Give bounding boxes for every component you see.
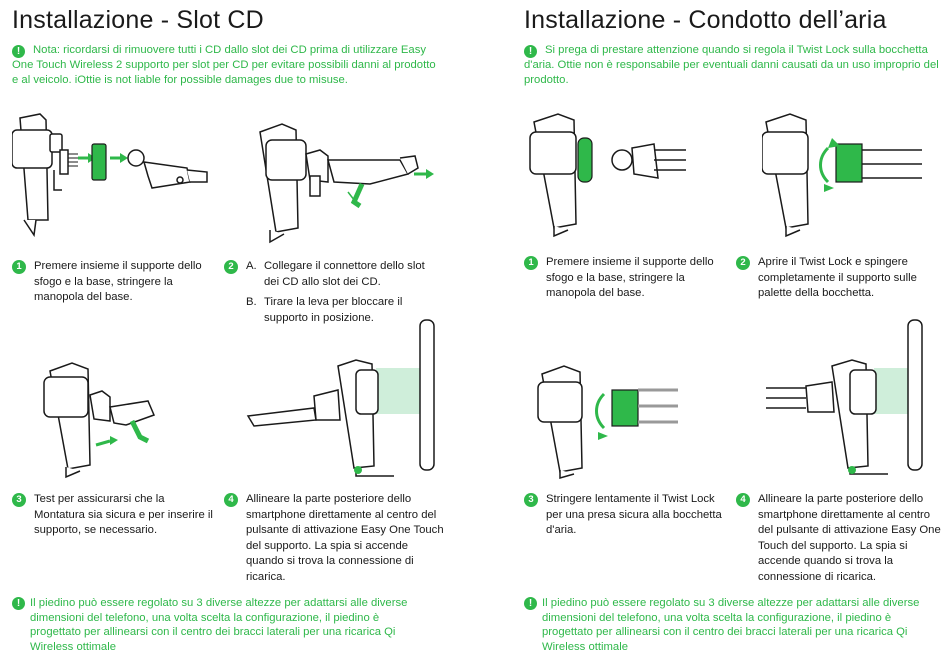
step-text: Allineare la parte posteriore dello smartphone direttamente al centro del pulsante di attivazione Easy One Touch del supporto. La spia si accende quando si trova la connessione di ricarica. [758, 493, 941, 583]
mount-illustration [762, 108, 944, 243]
mount-illustration [12, 110, 212, 245]
step-number: 2 [224, 260, 238, 274]
exclamation-icon: ! [524, 45, 537, 58]
step-4 [224, 492, 444, 585]
step-2a [224, 259, 442, 290]
step-number: 1 [524, 256, 538, 270]
step-3 [524, 492, 724, 539]
step-text: Aprire il Twist Lock e spingere completamente il supporto sulle palette della bocchetta. [758, 256, 917, 299]
step-text: Premere insieme il supporte dello sfogo e la base, stringere la manopola del base. [34, 260, 202, 303]
footer-note-text: Il piedino può essere regolato su 3 diverse altezze per adattarsi alle diverse dimensioni del telefono, una volta scelta la configurazione, il piedino è progettato per allinearsi con il centro dei bracci laterali per una ricarica Qi Wireless ottimale [542, 597, 920, 653]
mount-illustration [36, 355, 186, 480]
step-number: 3 [12, 493, 26, 507]
footer-note-text: Il piedino può essere regolato su 3 diverse altezze per adattarsi alle diverse dimensioni del telefono, una volta scelta la configurazione, il piedino è progettato per allinearsi con il centro dei bracci laterali per una ricarica Qi Wireless ottimale [30, 597, 408, 653]
mount-illustration [524, 108, 694, 243]
step-number: 4 [224, 493, 238, 507]
mount-illustration [536, 360, 686, 480]
step-text: Tirare la leva per bloccare il supporto in posizione. [264, 296, 403, 324]
step-number: 3 [524, 493, 538, 507]
step-text: Test per assicurarsi che la Montatura sia sicura e per inserire il supporto, se necessario. [34, 493, 213, 536]
exclamation-icon: ! [12, 597, 25, 610]
warning-note [524, 43, 944, 88]
section-title: Installazione - Slot CD [12, 6, 264, 34]
step-number: 4 [736, 493, 750, 507]
phone-illustration [762, 316, 942, 478]
warning-note [12, 43, 444, 88]
air-vent-section [524, 0, 944, 658]
warning-note-text: Nota: ricordarsi di rimuovere tutti i CD dallo slot dei CD prima di utilizzare Easy One Touch Wireless 2 supporto per slot per CD per evitare possibili danni al prodotto e al veicolo. iOttie is not liable for possible damages due to misuse. [12, 44, 436, 86]
step-1 [12, 259, 217, 306]
step-text: Collegare il connettore dello slot dei CD allo slot dei CD. [264, 260, 425, 288]
phone-illustration [244, 316, 444, 481]
sub-letter: A. [246, 260, 257, 272]
step-text: Stringere lentamente il Twist Lock per una presa sicura alla bocchetta d'aria. [546, 493, 722, 536]
step-text: Allineare la parte posteriore dello smartphone direttamente al centro del pulsante di attivazione Easy One Touch del supporto. La spia si accende quando si trova la connessione di ricarica. [246, 493, 444, 583]
cd-slot-section [12, 0, 452, 658]
footer-note [524, 596, 939, 654]
section-title: Installazione - Condotto dell’aria [524, 6, 887, 34]
step-2 [736, 255, 936, 302]
sub-letter: B. [246, 296, 257, 308]
step-number: 1 [12, 260, 26, 274]
exclamation-icon: ! [12, 45, 25, 58]
step-4 [736, 492, 944, 585]
step-1 [524, 255, 724, 302]
step-3 [12, 492, 217, 539]
footer-note [12, 596, 427, 654]
step-number: 2 [736, 256, 750, 270]
mount-illustration [250, 110, 440, 250]
step-text: Premere insieme il supporte dello sfogo e la base, stringere la manopola del base. [546, 256, 714, 299]
warning-note-text: Si prega di prestare attenzione quando si regola il Twist Lock sulla bocchetta d'aria. Ottie non è responsabile per eventuali danni causati da un uso improprio del prodotto. [524, 44, 939, 86]
exclamation-icon: ! [524, 597, 537, 610]
